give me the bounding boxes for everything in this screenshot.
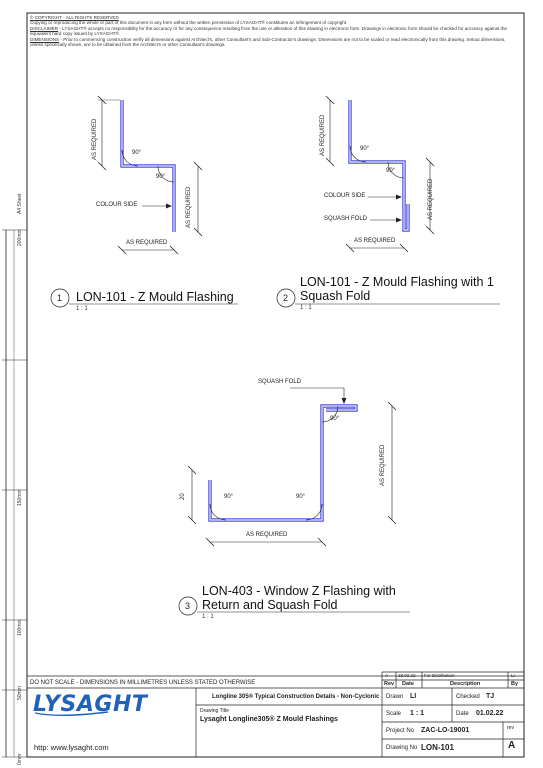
drawing-title-label: Drawing Title xyxy=(200,708,229,714)
drawing-notes xyxy=(30,15,508,47)
rev-row-description: For Distribution xyxy=(424,673,455,678)
scale-label-0: 0mm xyxy=(17,753,23,765)
angle-label: 90° xyxy=(224,494,234,500)
rev-row-rev: A xyxy=(385,673,389,678)
drawing-title: Lysaght Longline305® Z Mould Flashings xyxy=(200,716,338,723)
rev-header-rev: Rev xyxy=(384,681,395,687)
colour-side-label: COLOUR SIDE xyxy=(96,202,138,208)
copyright-heading: © COPYRIGHT - ALL RIGHTS RESERVED xyxy=(30,15,119,20)
detail-1-title: LON-101 - Z Mould Flashing xyxy=(76,290,234,304)
squash-fold-label: SQUASH FOLD xyxy=(258,379,302,385)
rev-header-date: Date xyxy=(402,681,414,687)
detail-3-scale: 1 : 1 xyxy=(202,614,214,620)
project-no-label: Project No xyxy=(386,728,415,734)
copyright-text: Copying or reproducing the whole or part of this document in any form without the written permission of LYSAGHT® constitutes an infringement of copyright. xyxy=(30,20,348,26)
colour-side-label: COLOUR SIDE xyxy=(324,193,366,199)
detail-2-title-line2: Squash Fold xyxy=(300,289,371,303)
angle-label: 90° xyxy=(132,150,142,156)
drawing-no-label: Drawing No xyxy=(386,745,418,751)
dim-label-as-required: AS REQUIRED xyxy=(92,118,98,160)
drawn-label: Drawn xyxy=(386,694,404,700)
scale-label-50: 50mm xyxy=(17,686,23,700)
dim-label-as-required: AS REQUIRED xyxy=(246,532,288,538)
project-name: Longline 305® Typical Construction Details - Non-Cyclonic xyxy=(212,694,380,700)
squash-fold-label: SQUASH FOLD xyxy=(324,216,368,222)
dim-label-as-required: AS REQUIRED xyxy=(126,240,168,246)
checked-value: TJ xyxy=(486,693,495,700)
do-not-scale-note: DO NOT SCALE - DIMENSIONS IN MILLIMETRES UNLESS STATED OTHERWISE xyxy=(30,680,256,686)
scale-label: Scale xyxy=(386,711,402,717)
rev-row-date: 18.02.22 xyxy=(398,673,416,678)
dim-label-as-required: AS REQUIRED xyxy=(428,178,434,220)
disclaimer-note xyxy=(30,26,508,37)
detail-2-graphic xyxy=(326,96,434,252)
drawn-value: LI xyxy=(410,693,417,700)
detail-2-profile xyxy=(350,100,408,230)
dim-label-20: 20 xyxy=(180,493,186,500)
dimensions-note xyxy=(30,37,508,48)
detail-3-profile xyxy=(210,406,356,520)
project-no-value: ZAC-LO-19001 xyxy=(421,727,470,734)
detail-1-graphic xyxy=(98,96,202,254)
dim-label-as-required: AS REQUIRED xyxy=(320,114,326,156)
dimensions-label: DIMENSIONS xyxy=(30,36,60,42)
detail-3-graphic xyxy=(188,388,396,546)
detail-1-number: 1 xyxy=(57,293,63,303)
rev-label: rev xyxy=(507,725,514,731)
disclaimer-text: - LYSAGHT® accepts no responsibility for the accuracy or for any consequence resulting from the use or alteration of this drawing in electronic form. Drawings in electronic form should be checked for accuracy against the equivalent hard copy issued by LYSAGHT®. xyxy=(30,25,507,37)
angle-label: 90° xyxy=(156,174,166,180)
drawing-no-value: LON-101 xyxy=(421,743,454,752)
checked-label: Checked xyxy=(456,694,480,700)
date-label: Date xyxy=(456,711,469,717)
scale-label-150: 150mm xyxy=(17,489,23,506)
rev-header-description: Description xyxy=(450,681,481,687)
website-link[interactable]: http: www.lysaght.com xyxy=(34,743,109,752)
dim-label-as-required: AS REQUIRED xyxy=(186,186,192,228)
scale-label-200: 200mm xyxy=(17,229,23,246)
detail-2-title-line1: LON-101 - Z Mould Flashing with 1 xyxy=(300,275,494,289)
detail-2-scale: 1 : 1 xyxy=(300,305,312,311)
angle-label: 90° xyxy=(386,168,396,174)
detail-3-title-line1: LON-403 - Window Z Flashing with xyxy=(202,584,396,598)
disclaimer-label: DISCLAIMER xyxy=(30,25,59,31)
rev-header-by: By xyxy=(511,681,519,687)
detail-2-number: 2 xyxy=(283,293,289,303)
detail-1-scale: 1 : 1 xyxy=(76,306,88,312)
angle-label: 90° xyxy=(360,146,370,152)
sheet-size-label: A4 Sheet xyxy=(17,193,23,214)
rev-row-by: LI xyxy=(511,673,515,678)
rev-value: A xyxy=(508,740,516,751)
dim-label-as-required: AS REQUIRED xyxy=(380,444,386,486)
dimensions-text: - Prior to commencing construction verify all dimensions against Architect's, other Consultant's and Sub-Contractor's drawings. Dimensions are not to be scaled or read electronically from this drawing. Setout dimensions, unless specifically shown, are to be obtained from the Architect's or other Consultant's drawings. xyxy=(30,36,506,48)
scale-label-100: 100mm xyxy=(17,619,23,636)
detail-3-title-line2: Return and Squash Fold xyxy=(202,598,338,612)
dim-label-as-required: AS REQUIRED xyxy=(354,238,396,244)
date-value: 01.02.22 xyxy=(476,710,504,717)
angle-label: 90° xyxy=(296,494,306,500)
angle-label: 90° xyxy=(330,416,340,422)
sheet-border xyxy=(27,13,524,757)
brand-logo: LYSAGHT xyxy=(33,692,148,717)
scale-value: 1 : 1 xyxy=(410,710,425,717)
detail-3-number: 3 xyxy=(185,601,191,611)
